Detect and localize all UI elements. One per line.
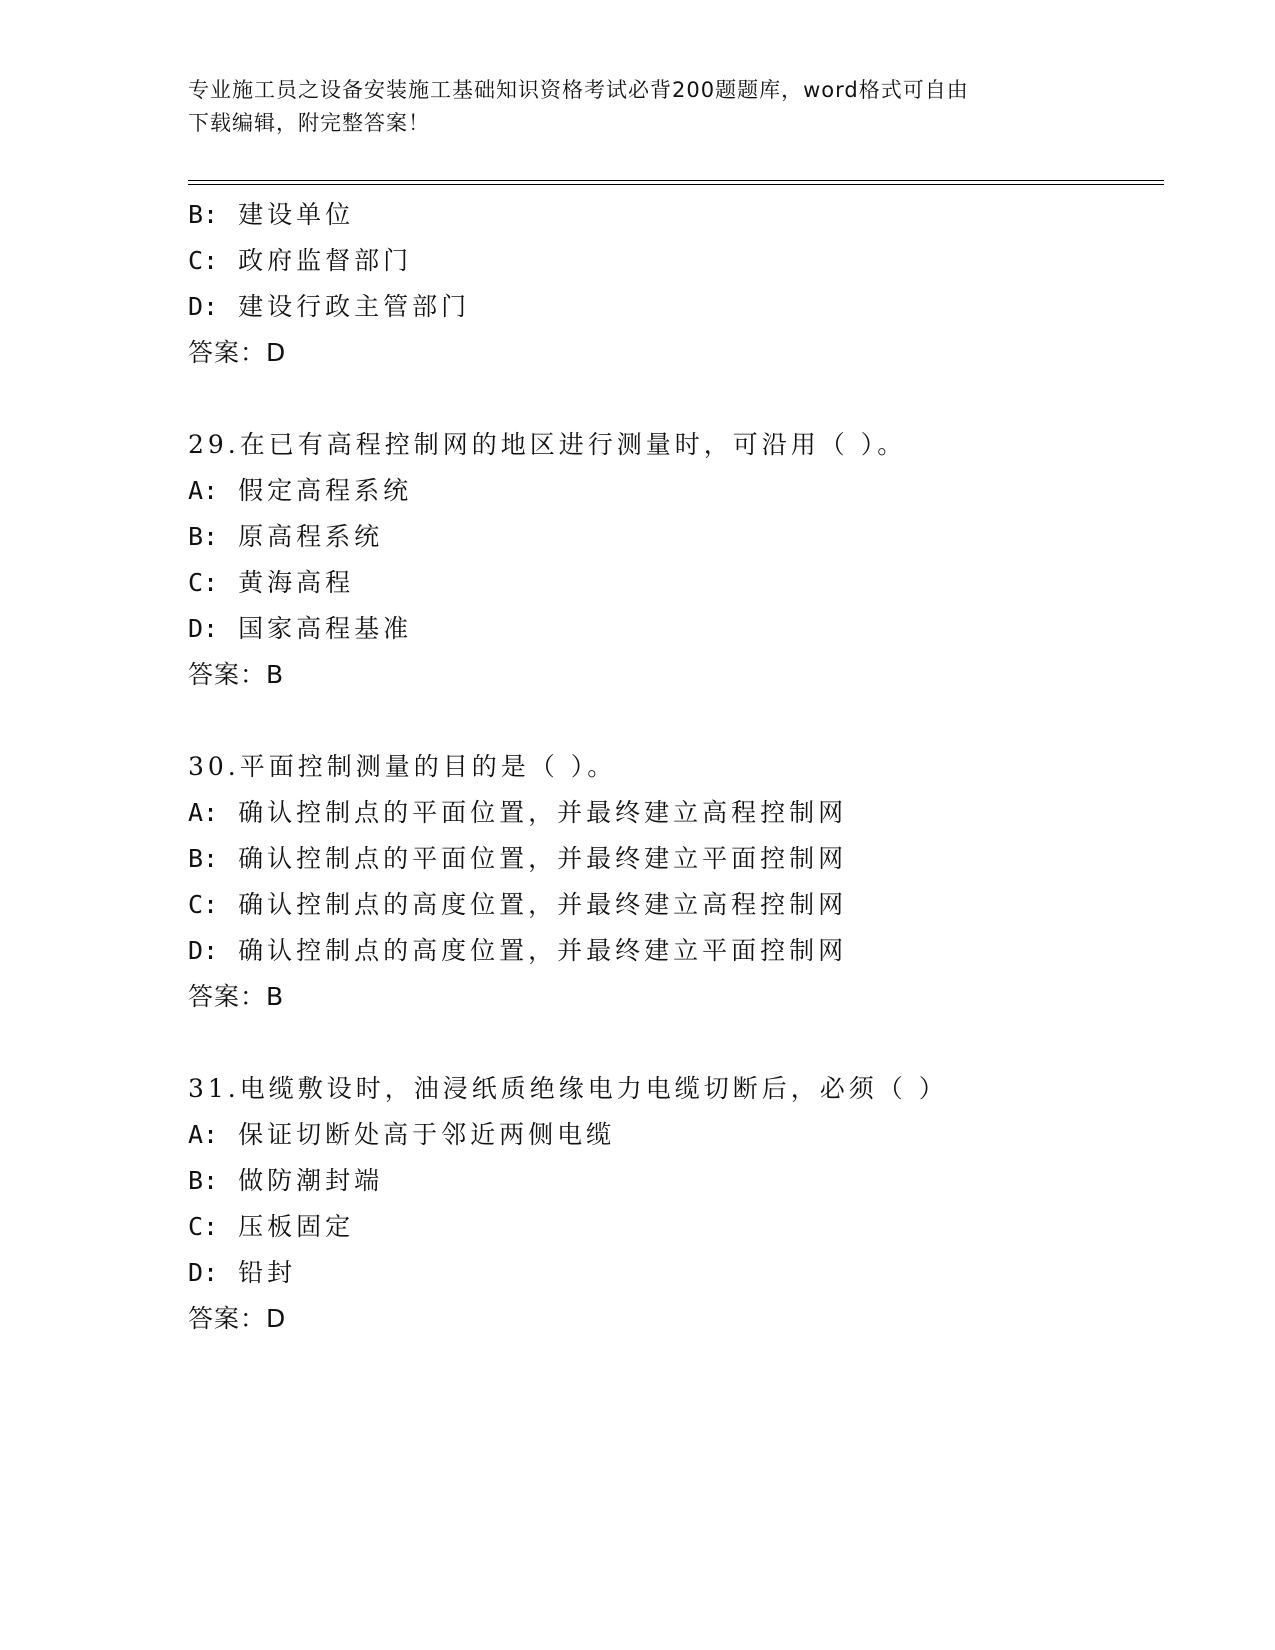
option-a: A: 确认控制点的平面位置，并最终建立高程控制网 bbox=[188, 798, 848, 827]
option-a: A: 假定高程系统 bbox=[188, 476, 413, 505]
option-a: A: 保证切断处高于邻近两侧电缆 bbox=[188, 1120, 616, 1149]
question-30 bbox=[188, 744, 1168, 1020]
answer-line: 答案：D bbox=[188, 338, 287, 367]
header-divider-bottom bbox=[188, 184, 1164, 185]
option-d: D: 建设行政主管部门 bbox=[188, 292, 471, 321]
document-header bbox=[188, 74, 1088, 140]
question-stem: 30.平面控制测量的目的是（ ）。 bbox=[188, 752, 617, 781]
question-31 bbox=[188, 1066, 1168, 1342]
answer-line: 答案：D bbox=[188, 1304, 287, 1333]
option-d: D: 国家高程基准 bbox=[188, 614, 413, 643]
option-b: B: 建设单位 bbox=[188, 200, 355, 229]
option-d: D: 确认控制点的高度位置，并最终建立平面控制网 bbox=[188, 936, 848, 965]
header-line-1: 专业施工员之设备安装施工基础知识资格考试必背200题题库，word格式可自由 bbox=[188, 78, 969, 102]
question-stem: 31.电缆敷设时，油浸纸质绝缘电力电缆切断后，必须（ ） bbox=[188, 1074, 948, 1103]
option-c: C: 压板固定 bbox=[188, 1212, 355, 1241]
answer-line: 答案：B bbox=[188, 982, 285, 1011]
option-c: C: 黄海高程 bbox=[188, 568, 355, 597]
option-c: C: 确认控制点的高度位置，并最终建立高程控制网 bbox=[188, 890, 848, 919]
option-b: B: 确认控制点的平面位置，并最终建立平面控制网 bbox=[188, 844, 848, 873]
option-c: C: 政府监督部门 bbox=[188, 246, 413, 275]
header-divider-top bbox=[188, 180, 1164, 181]
question-28 bbox=[188, 192, 1168, 376]
question-list bbox=[188, 192, 1168, 1342]
option-d: D: 铅封 bbox=[188, 1258, 297, 1287]
header-line-2: 下载编辑，附完整答案！ bbox=[188, 111, 430, 135]
answer-line: 答案：B bbox=[188, 660, 285, 689]
question-29 bbox=[188, 422, 1168, 698]
question-stem: 29.在已有高程控制网的地区进行测量时，可沿用（ ）。 bbox=[188, 430, 907, 459]
option-b: B: 做防潮封端 bbox=[188, 1166, 384, 1195]
option-b: B: 原高程系统 bbox=[188, 522, 384, 551]
